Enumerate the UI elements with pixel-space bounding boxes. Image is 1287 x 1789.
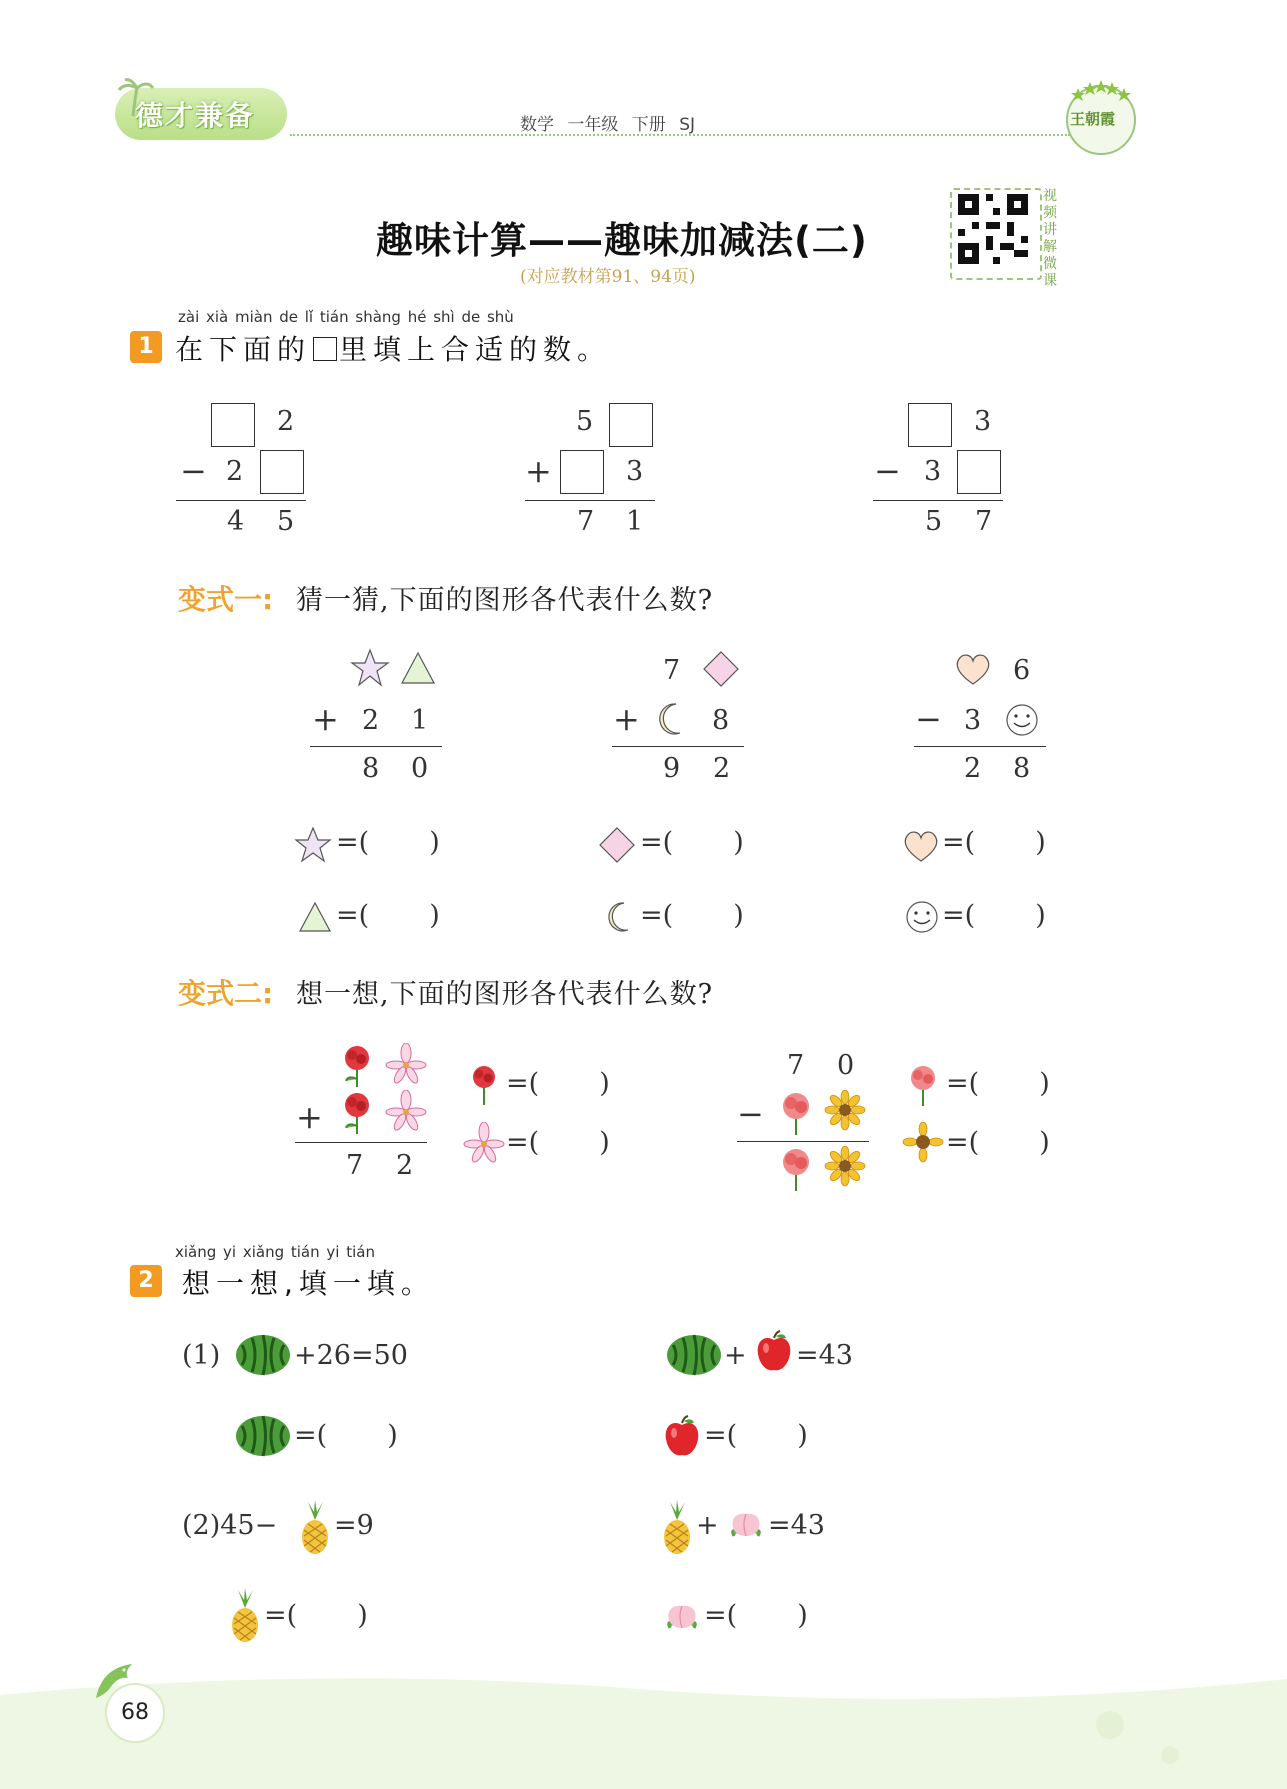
qr-code-icon[interactable]	[958, 194, 1028, 264]
v2-p2-top-tens: 7	[787, 1050, 805, 1081]
v1-p2-bottom-units: 8	[712, 705, 730, 736]
v1-p2-result-units: 2	[713, 753, 731, 784]
peach-answer-blank[interactable]: =( )	[704, 1600, 808, 1631]
sunflower-answer-blank[interactable]: =( )	[946, 1127, 1050, 1158]
q1-p3-result-tens: 5	[925, 506, 943, 537]
sunflower-icon	[823, 1146, 867, 1192]
moon-icon	[654, 701, 688, 737]
author-badge-text: 王朝霞	[1070, 110, 1116, 128]
q2-item2-label: (2)45−	[182, 1510, 278, 1541]
q1-number-badge: 1	[130, 331, 162, 363]
page-subtitle: (对应教材第91、94页)	[520, 267, 696, 287]
q1-p2-top-tens: 5	[576, 406, 594, 437]
v1-p3-operator: −	[915, 700, 942, 738]
carnation-answer-blank[interactable]: =( )	[946, 1068, 1050, 1099]
q1-p1-box-tens[interactable]	[211, 403, 255, 447]
q1-p2-box-tens[interactable]	[560, 450, 604, 494]
sunflower-icon	[823, 1090, 867, 1136]
v2-p1-result-units: 2	[396, 1150, 414, 1181]
heart-answer-icon	[901, 828, 941, 864]
pineapple-answer-icon	[228, 1588, 262, 1644]
smiley-face-icon	[1004, 702, 1040, 738]
q1-p1-bottom-tens: 2	[226, 456, 244, 487]
footer-wave	[0, 1665, 1287, 1789]
q2-item2-equation: =9	[334, 1510, 374, 1541]
moon-answer-icon	[604, 900, 634, 934]
q1-p3-bottom-tens: 3	[924, 456, 942, 487]
diamond-answer-icon	[598, 826, 636, 864]
variant1-label: 变式一:	[178, 583, 274, 616]
watermelon-answer-icon	[234, 1414, 292, 1458]
watermelon-answer-blank[interactable]: =( )	[294, 1420, 398, 1451]
peach-answer-icon	[662, 1598, 702, 1638]
q1-p2-bottom-units: 3	[626, 456, 644, 487]
v1-p1-bottom-units: 1	[411, 705, 429, 736]
v1-p2-operator: +	[613, 700, 640, 738]
q1-p3-operator: −	[874, 452, 901, 490]
variant1-text: 猜一猜,下面的图形各代表什么数?	[296, 585, 714, 616]
lily-icon	[384, 1043, 428, 1089]
q1-p3-top-units: 3	[974, 406, 992, 437]
lily-answer-icon	[462, 1122, 506, 1166]
q1-p2-result-units: 1	[626, 506, 644, 537]
q2-plus-1: +	[724, 1340, 747, 1371]
q1-p3-box-tens[interactable]	[908, 403, 952, 447]
q1-p3-rule	[873, 500, 1003, 501]
q1-instruction	[175, 328, 611, 368]
v1-p3-bottom-tens: 3	[964, 705, 982, 736]
rose-icon	[336, 1043, 378, 1089]
carnation-answer-icon	[902, 1063, 944, 1107]
v2-p1-operator: +	[296, 1098, 323, 1136]
heart-answer-blank[interactable]: =( )	[942, 827, 1046, 858]
brand-logo	[115, 78, 295, 148]
peach-icon	[726, 1506, 766, 1546]
page-number: 68	[105, 1683, 165, 1743]
q2-instruction: 想一想,填一填。	[182, 1267, 435, 1300]
q1-p3-box-units[interactable]	[957, 450, 1001, 494]
q1-p2-operator: +	[525, 452, 552, 490]
diamond-answer-blank[interactable]: =( )	[640, 827, 744, 858]
q1-p1-operator: −	[180, 452, 207, 490]
brand-logo-text: 德才兼备	[135, 99, 256, 132]
q1-p1-result-tens: 4	[227, 506, 245, 537]
carnation-icon	[774, 1090, 818, 1136]
star-answer-blank[interactable]: =( )	[336, 827, 440, 858]
v1-p3-rule	[914, 746, 1046, 747]
q1-p1-box-units[interactable]	[260, 450, 304, 494]
heart-icon	[953, 651, 993, 687]
v1-p1-operator: +	[312, 700, 339, 738]
apple-answer-icon	[662, 1415, 702, 1459]
rose-answer-icon	[464, 1063, 504, 1107]
qr-side-label: 视频讲解微课	[1043, 188, 1057, 289]
smiley-answer-icon	[904, 899, 940, 935]
pineapple-answer-blank[interactable]: =( )	[264, 1600, 368, 1631]
q2-item2-right-equation: =43	[768, 1510, 825, 1541]
star-icon	[350, 648, 390, 688]
v1-p2-rule	[612, 746, 744, 747]
v1-p1-rule	[310, 746, 442, 747]
q2-plus-2: +	[696, 1510, 719, 1541]
v2-p2-rule	[737, 1141, 869, 1142]
v1-p1-result-tens: 8	[362, 753, 380, 784]
v2-p2-top-units: 0	[837, 1050, 855, 1081]
q1-p1-rule	[176, 500, 306, 501]
star-answer-icon	[294, 826, 332, 864]
triangle-answer-icon	[298, 900, 332, 934]
v1-p1-result-units: 0	[411, 753, 429, 784]
q1-inline-box	[313, 337, 337, 361]
q2-item1-equation: +26=50	[294, 1340, 408, 1371]
q2-number-badge: 2	[130, 1265, 162, 1297]
q1-p1-top-units: 2	[277, 406, 295, 437]
lily-icon	[384, 1090, 428, 1136]
pineapple-icon	[298, 1500, 332, 1556]
apple-icon	[754, 1330, 794, 1374]
q1-p2-box-units[interactable]	[609, 403, 653, 447]
pineapple-icon	[660, 1500, 694, 1556]
header-subject: 数学 一年级 下册 SJ	[520, 115, 696, 135]
q1-pinyin: zài xià miàn de lǐ tián shàng hé shì de shù	[178, 308, 514, 326]
lily-answer-blank[interactable]: =( )	[506, 1127, 610, 1158]
v2-p2-operator: −	[737, 1095, 764, 1133]
rose-answer-blank[interactable]: =( )	[506, 1068, 610, 1099]
q1-p3-result-units: 7	[975, 506, 993, 537]
moon-answer-blank[interactable]: =( )	[640, 900, 744, 931]
apple-answer-blank[interactable]: =( )	[704, 1420, 808, 1451]
smiley-answer-blank[interactable]: =( )	[942, 900, 1046, 931]
q1-instruction-before: 在下面的	[175, 333, 312, 366]
v1-p3-result-tens: 2	[964, 753, 982, 784]
variant2-label: 变式二:	[178, 977, 274, 1010]
v1-p3-result-units: 8	[1013, 753, 1031, 784]
watermelon-icon	[665, 1333, 723, 1377]
watermelon-icon	[234, 1333, 292, 1377]
triangle-icon	[399, 650, 437, 686]
q1-p1-result-units: 5	[277, 506, 295, 537]
q1-instruction-after: 里填上合适的数。	[339, 333, 612, 366]
v1-p2-top-tens: 7	[663, 655, 681, 686]
carnation-icon	[774, 1146, 818, 1192]
variant2-text: 想一想,下面的图形各代表什么数?	[296, 979, 714, 1010]
v2-p1-result-tens: 7	[346, 1150, 364, 1181]
sunflower-answer-icon	[902, 1122, 944, 1166]
page-title: 趣味计算——趣味加减法(二)	[376, 219, 868, 262]
diamond-icon	[702, 650, 740, 688]
rose-icon	[336, 1090, 378, 1136]
q1-p2-rule	[525, 500, 655, 501]
v1-p2-result-tens: 9	[663, 753, 681, 784]
q2-pinyin: xiǎng yi xiǎng tián yi tián	[175, 1243, 375, 1261]
q1-p2-result-tens: 7	[577, 506, 595, 537]
v1-p1-bottom-tens: 2	[362, 705, 380, 736]
v1-p3-top-units: 6	[1013, 655, 1031, 686]
v2-p1-rule	[295, 1142, 427, 1143]
q2-item1-label: (1)	[182, 1340, 221, 1371]
triangle-answer-blank[interactable]: =( )	[336, 900, 440, 931]
q2-item1-right-equation: =43	[796, 1340, 853, 1371]
